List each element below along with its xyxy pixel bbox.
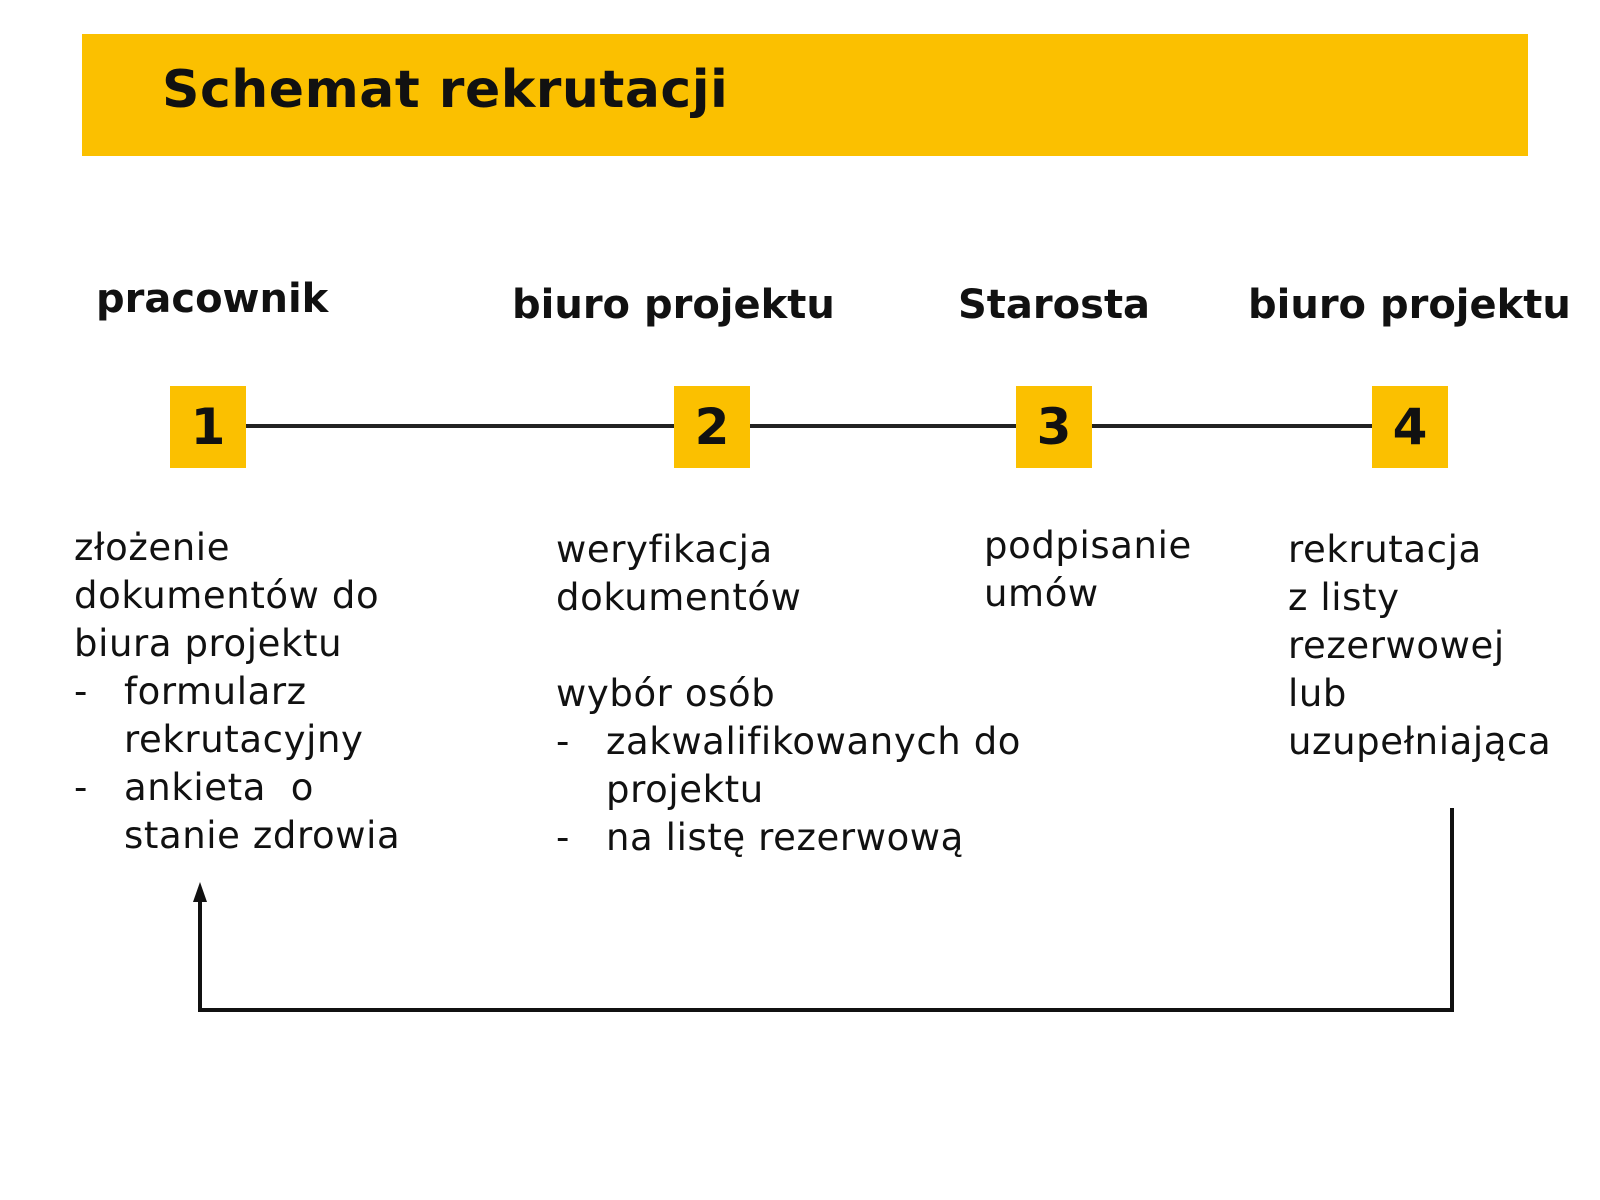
desc-line: złożenie [74, 526, 231, 569]
bullet-line: zakwalifikowanych do [606, 720, 1022, 763]
bullet-line: formularz [124, 670, 307, 713]
bullet-dash: - [556, 816, 570, 859]
feedback-arrowhead [193, 882, 207, 902]
feedback-loop-line [200, 808, 1452, 1010]
bullet-dash: - [74, 670, 88, 713]
step-2-number: 2 [694, 398, 730, 456]
bullet-line: ankieta o [124, 766, 314, 809]
desc-line: z listy [1288, 576, 1400, 619]
bullet-line: rekrutacyjny [124, 718, 364, 761]
step-2-actor: biuro projektu [512, 282, 835, 328]
page-title: Schemat rekrutacji [162, 60, 729, 120]
step-1-number: 1 [190, 398, 226, 456]
bullet-dash: - [556, 720, 570, 763]
desc-line: umów [984, 572, 1099, 615]
desc-line: rekrutacja [1288, 528, 1482, 571]
desc-line: uzupełniająca [1288, 720, 1552, 763]
desc-line: lub [1288, 672, 1348, 715]
step-3-actor: Starosta [958, 282, 1151, 328]
bullet-line: stanie zdrowia [124, 814, 401, 857]
desc-line: wybór osób [556, 672, 776, 715]
step-4-number: 4 [1392, 398, 1428, 456]
bullet-line: na listę rezerwową [606, 816, 964, 859]
desc-line: dokumentów [556, 576, 802, 619]
desc-line: dokumentów do [74, 574, 380, 617]
bullet-line: projektu [606, 768, 764, 811]
step-1-actor: pracownik [96, 276, 329, 322]
desc-line: biura projektu [74, 622, 343, 665]
desc-line: rezerwowej [1288, 624, 1505, 667]
desc-line: weryfikacja [556, 528, 773, 571]
step-3-number: 3 [1036, 398, 1072, 456]
bullet-dash: - [74, 766, 88, 809]
desc-line: podpisanie [984, 524, 1192, 567]
step-4-actor: biuro projektu [1248, 282, 1571, 328]
